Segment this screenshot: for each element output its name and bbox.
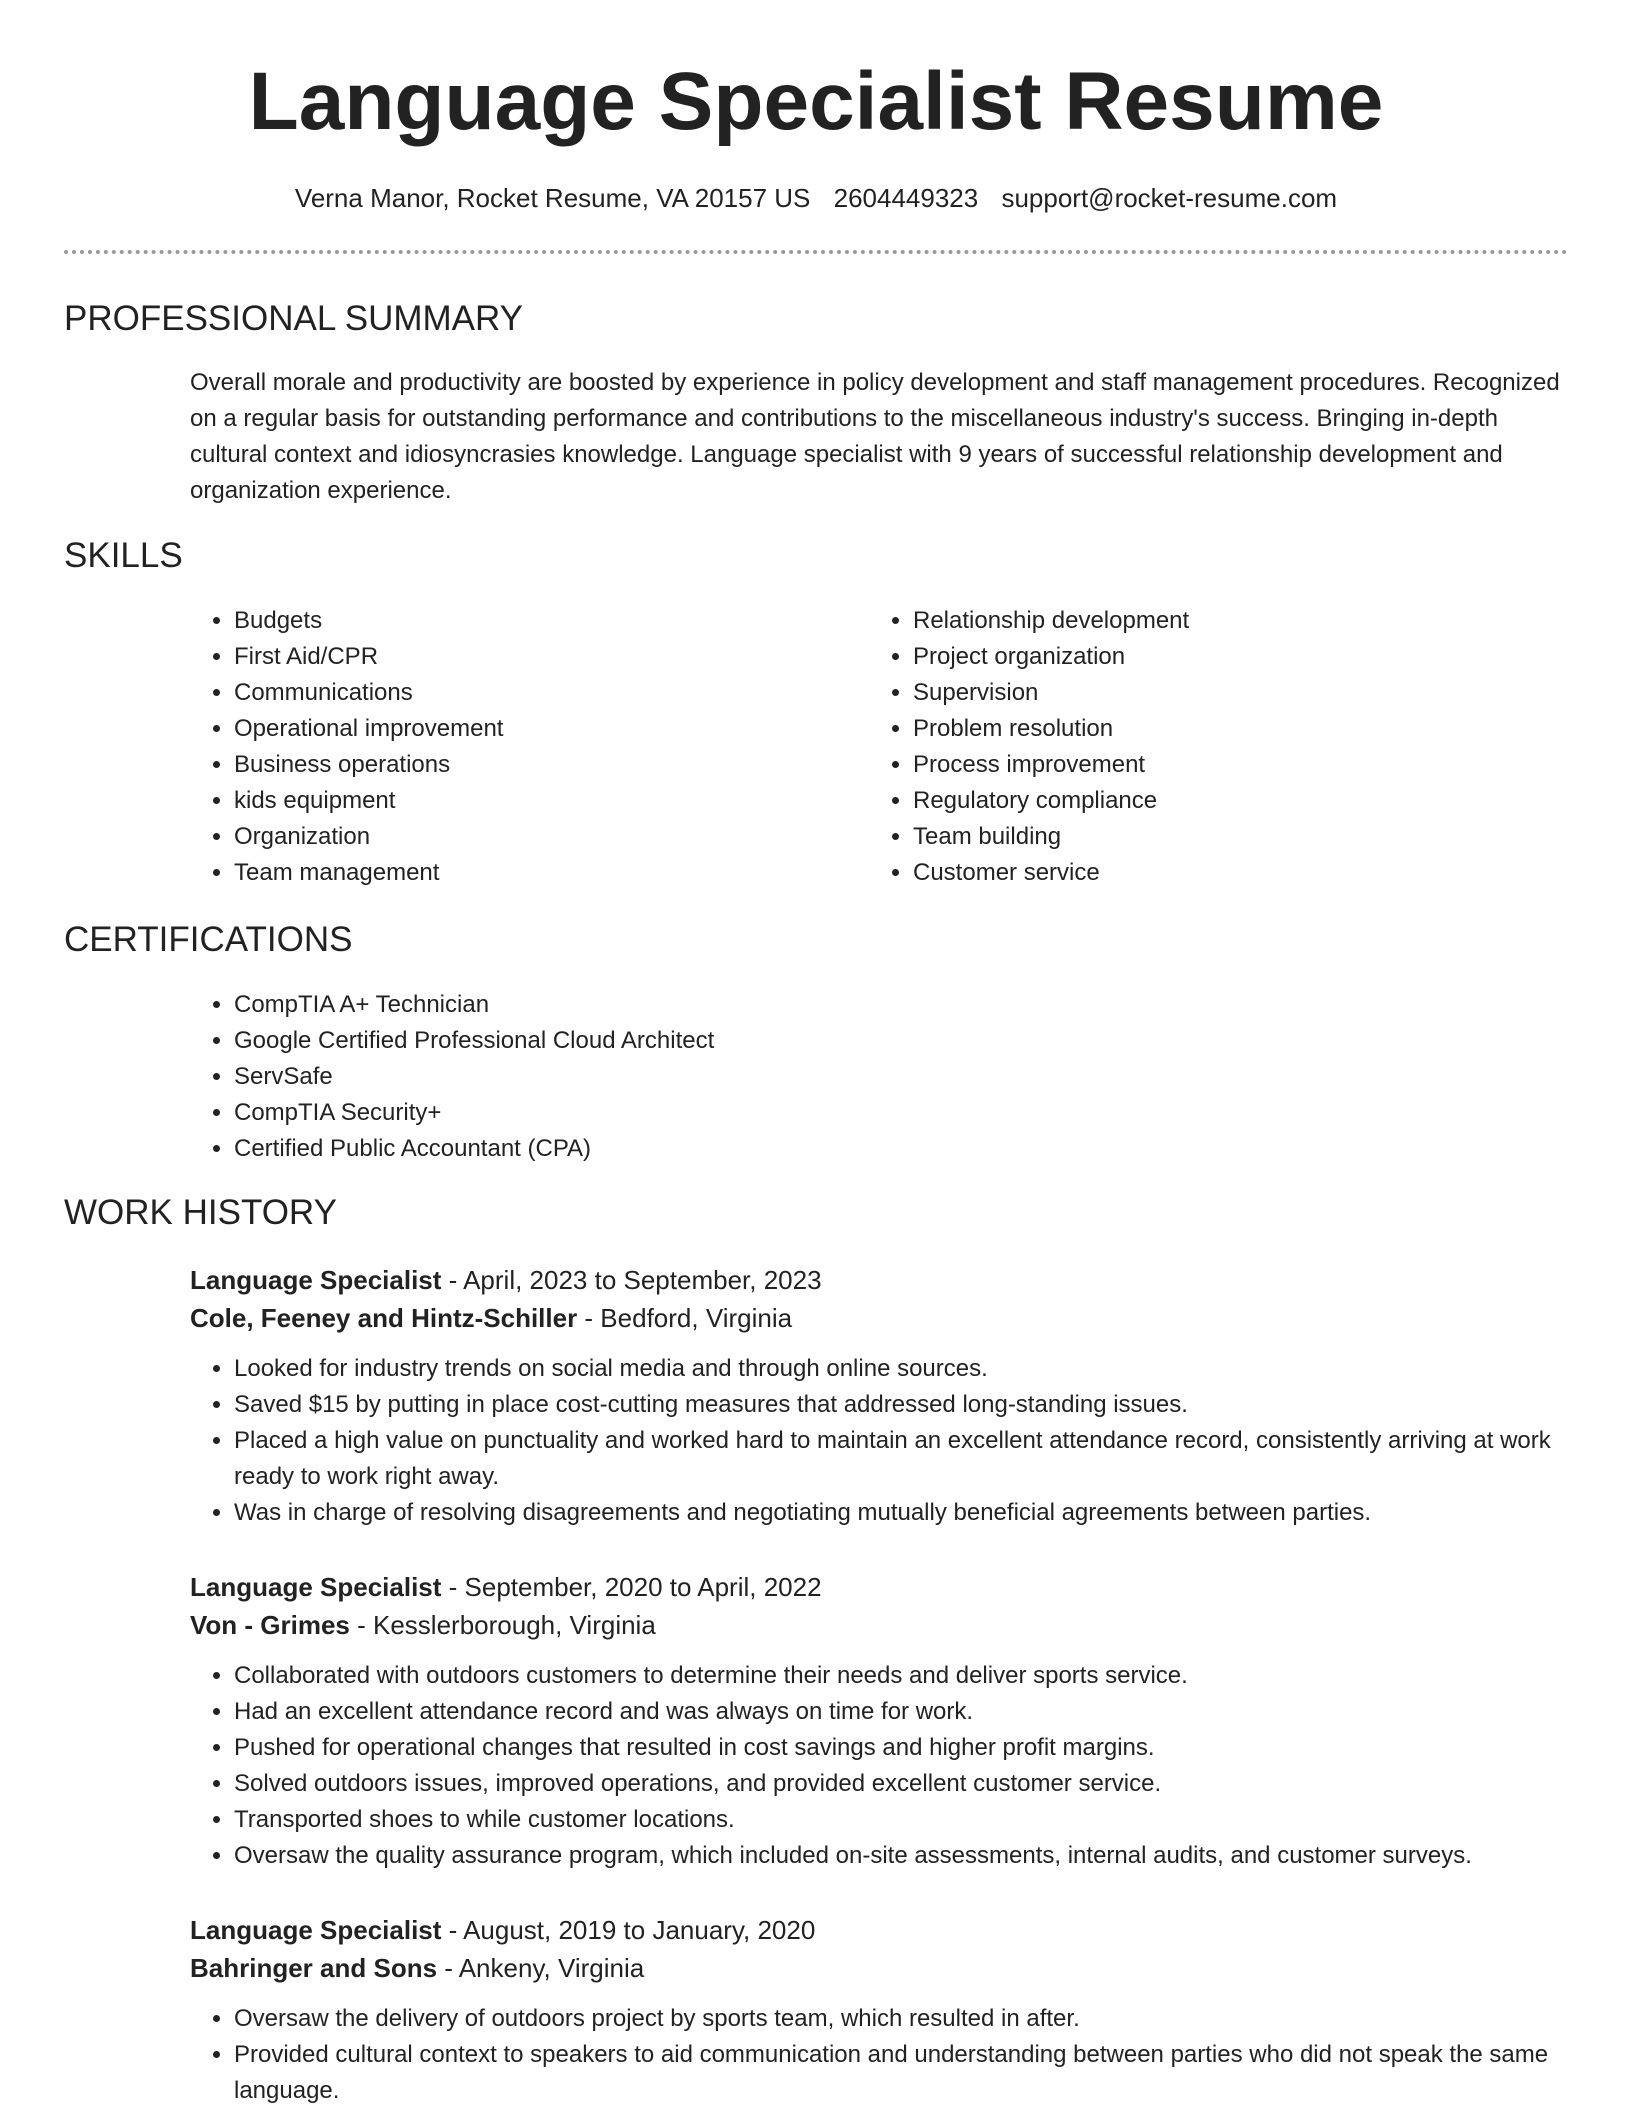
job-bullet: • Saved $15 by putting in place cost-cutting measures that addressed long-standing issues. (234, 1387, 1570, 1423)
job-entry (190, 1911, 1570, 2109)
job-bullets (190, 2001, 1570, 2109)
job-bullets (190, 1351, 1570, 1531)
job-company-line (190, 1949, 1570, 1987)
job-dates: - September, 2020 to April, 2022 (441, 1572, 822, 1602)
job-entry (190, 1568, 1570, 1874)
job-title: Language Specialist (190, 1265, 442, 1295)
job-bullet: • Was in charge of resolving disagreements and negotiating mutually beneficial agreements between parties. (234, 1495, 1570, 1531)
job-title-line (190, 1911, 1570, 1949)
contact-phone: 2604449323 (833, 183, 979, 213)
job-entry (190, 1261, 1570, 1531)
certifications-list (190, 987, 1534, 1167)
skill-item: • Customer service (913, 855, 1593, 891)
job-location: - Ankeny, Virginia (437, 1953, 645, 1983)
skill-item: • First Aid/CPR (234, 639, 874, 675)
skill-item: • Team building (913, 819, 1593, 855)
skill-item: • Project organization (913, 639, 1593, 675)
job-dates: - April, 2023 to September, 2023 (441, 1265, 822, 1295)
job-title: Language Specialist (190, 1572, 442, 1602)
job-dates: - August, 2019 to January, 2020 (441, 1915, 816, 1945)
job-title: Language Specialist (190, 1915, 442, 1945)
skill-item: • Supervision (913, 675, 1593, 711)
skills-heading: SKILLS (64, 536, 183, 575)
job-bullet: • Placed a high value on punctuality and worked hard to maintain an excellent attendance record, consistently arriving at work ready to work right away. (234, 1423, 1570, 1495)
skills-column-2 (869, 603, 1593, 891)
skill-item: • Regulatory compliance (913, 783, 1593, 819)
header-divider (64, 250, 1568, 254)
skill-item: • Team management (234, 855, 874, 891)
contact-email[interactable]: support@rocket-resume.com (1001, 183, 1338, 213)
job-title-line (190, 1568, 1570, 1606)
job-company-line (190, 1299, 1570, 1337)
job-bullet: • Oversaw the delivery of outdoors project by sports team, which resulted in after. (234, 2001, 1570, 2037)
skill-item: • kids equipment (234, 783, 874, 819)
skill-item: • Organization (234, 819, 874, 855)
job-bullet: • Had an excellent attendance record and was always on time for work. (234, 1694, 1570, 1730)
skill-item: • Budgets (234, 603, 874, 639)
skill-item: • Relationship development (913, 603, 1593, 639)
resume-title: Language Specialist Resume (248, 56, 1384, 147)
certification-item: • Certified Public Accountant (CPA) (234, 1131, 1534, 1167)
skill-item: • Business operations (234, 747, 874, 783)
certification-item: • CompTIA A+ Technician (234, 987, 1534, 1023)
job-location: - Bedford, Virginia (577, 1303, 793, 1333)
skill-item: • Operational improvement (234, 711, 874, 747)
skill-item: • Problem resolution (913, 711, 1593, 747)
job-bullet: • Oversaw the quality assurance program, which included on-site assessments, internal audits, and customer surveys. (234, 1838, 1570, 1874)
summary-heading: PROFESSIONAL SUMMARY (64, 299, 523, 338)
job-bullet: • Provided cultural context to speakers to aid communication and understanding between parties who did not speak the same language. (234, 2037, 1570, 2109)
contact-address: Verna Manor, Rocket Resume, VA 20157 US (294, 183, 811, 213)
certification-item: • Google Certified Professional Cloud Architect (234, 1023, 1534, 1059)
work-history-heading: WORK HISTORY (64, 1193, 337, 1232)
skill-item: • Process improvement (913, 747, 1593, 783)
job-title-line (190, 1261, 1570, 1299)
job-bullet: • Solved outdoors issues, improved operations, and provided excellent customer service. (234, 1766, 1570, 1802)
job-bullet: • Collaborated with outdoors customers to determine their needs and deliver sports service. (234, 1658, 1570, 1694)
contact-info (0, 181, 1632, 215)
certification-item: • ServSafe (234, 1059, 1534, 1095)
certification-item: • CompTIA Security+ (234, 1095, 1534, 1131)
job-location: - Kesslerborough, Virginia (349, 1610, 656, 1640)
certifications-heading: CERTIFICATIONS (64, 920, 353, 959)
job-company-line (190, 1606, 1570, 1644)
job-bullet: • Pushed for operational changes that resulted in cost savings and higher profit margins. (234, 1730, 1570, 1766)
skill-item: • Communications (234, 675, 874, 711)
job-bullet: • Transported shoes to while customer locations. (234, 1802, 1570, 1838)
job-bullet: • Looked for industry trends on social media and through online sources. (234, 1351, 1570, 1387)
job-company: Von - Grimes (190, 1610, 350, 1640)
job-bullets (190, 1658, 1570, 1874)
summary-text: Overall morale and productivity are boosted by experience in policy development and staff management procedures. Recognized on a regular basis for outstanding performance and contributions to the miscellaneous industry's success. Bringing in-depth cultural context and idiosyncrasies knowledge. Language specialist with 9 years of successful relationship development and organization experience. (190, 369, 1560, 504)
job-company: Cole, Feeney and Hintz-Schiller (190, 1303, 578, 1333)
skills-column-1 (190, 603, 874, 891)
job-company: Bahringer and Sons (190, 1953, 438, 1983)
